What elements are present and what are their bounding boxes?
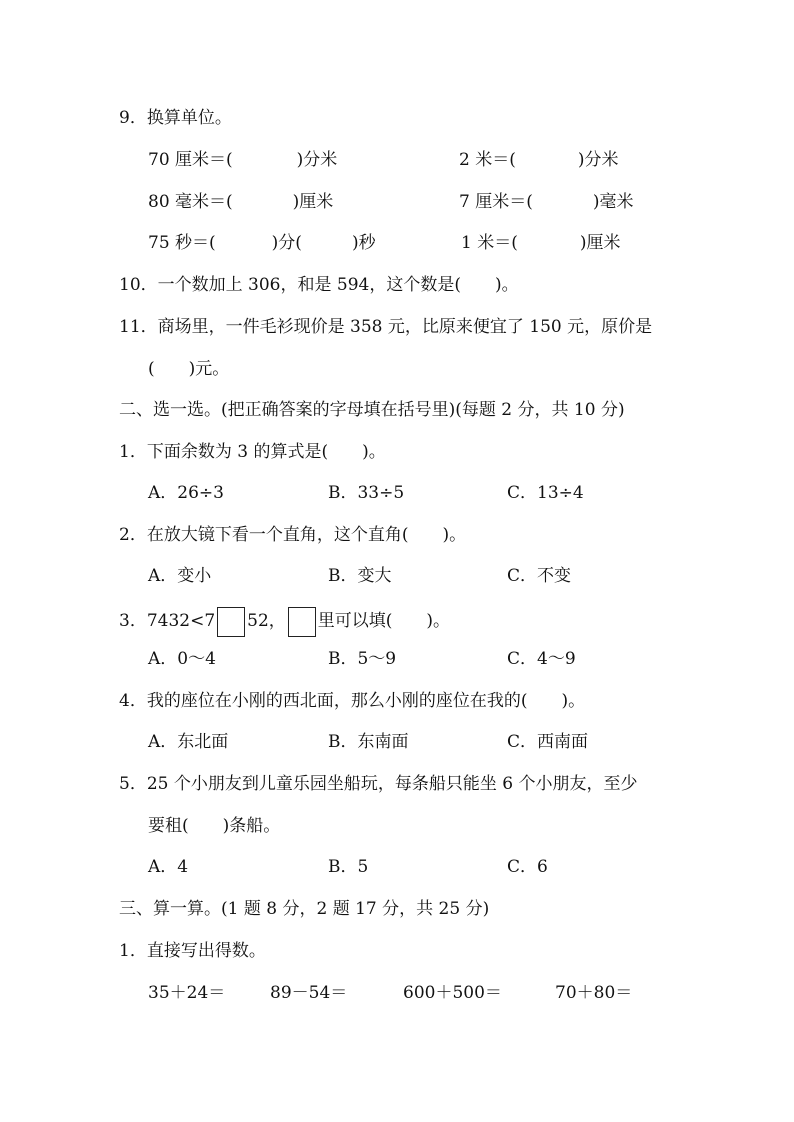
q9-item-1: 70 厘米＝( )分米 (148, 150, 338, 170)
s2-q3-option-b: B．5～9 (328, 649, 397, 669)
digit-box[interactable] (217, 607, 245, 637)
q11-line2: ( )元。 (148, 359, 230, 379)
s2-q1-option-b: B．33÷5 (328, 483, 405, 503)
s2-q2-option-a: A．变小 (148, 566, 212, 586)
s2-q1-option-a: A．26÷3 (148, 483, 224, 503)
s2-q2-option-c: C．不变 (507, 566, 572, 586)
s2-q2-stem: 2．在放大镜下看一个直角，这个直角( )。 (119, 525, 467, 545)
s2-q4-option-b: B．东南面 (328, 732, 409, 752)
s2-q4-stem: 4．我的座位在小刚的西北面，那么小刚的座位在我的( )。 (119, 691, 586, 711)
s2-q5-option-b: B．5 (328, 857, 369, 877)
section-two-heading: 二、选一选。(把正确答案的字母填在括号里)(每题 2 分，共 10 分) (119, 400, 625, 420)
equation: 35＋24＝ (148, 983, 226, 1003)
s2-q3-option-a: A．0～4 (148, 649, 216, 669)
q9-item-4: 7 厘米＝( )毫米 (459, 192, 634, 212)
q9-item-6: 1 米＝( )厘米 (461, 233, 621, 253)
s2-q4-option-a: A．东北面 (148, 732, 229, 752)
q9-item-3: 80 毫米＝( )厘米 (148, 192, 334, 212)
q10: 10．一个数加上 306，和是 594，这个数是( )。 (119, 275, 519, 295)
equation: 89－54＝ (270, 983, 348, 1003)
equation: 70＋80＝ (555, 983, 633, 1003)
s2-q1-stem: 1．下面余数为 3 的算式是( )。 (119, 442, 386, 462)
q9-item-2: 2 米＝( )分米 (459, 150, 619, 170)
s2-q3-stem: 3．7432<7 52， 里可以填( )。 (119, 606, 450, 637)
s2-q3-option-c: C．4～9 (507, 649, 576, 669)
s2-q1-option-c: C．13÷4 (507, 483, 584, 503)
s2-q5-stem-line1: 5．25 个小朋友到儿童乐园坐船玩，每条船只能坐 6 个小朋友，至少 (119, 774, 638, 794)
q9-title: 9．换算单位。 (119, 108, 232, 128)
s2-q5-stem-line2: 要租( )条船。 (148, 816, 281, 836)
digit-box[interactable] (288, 607, 316, 637)
s2-q5-option-c: C．6 (507, 857, 548, 877)
s3-q1-title: 1．直接写出得数。 (119, 941, 266, 961)
equation: 600＋500＝ (403, 983, 502, 1003)
s2-q2-option-b: B．变大 (328, 566, 392, 586)
s2-q4-option-c: C．西南面 (507, 732, 589, 752)
section-three-heading: 三、算一算。(1 题 8 分，2 题 17 分，共 25 分) (119, 899, 490, 919)
q11-line1: 11．商场里，一件毛衫现价是 358 元，比原来便宜了 150 元，原价是 (119, 317, 653, 337)
s2-q5-option-a: A．4 (148, 857, 189, 877)
q9-item-5: 75 秒＝( )分( )秒 (148, 233, 376, 253)
